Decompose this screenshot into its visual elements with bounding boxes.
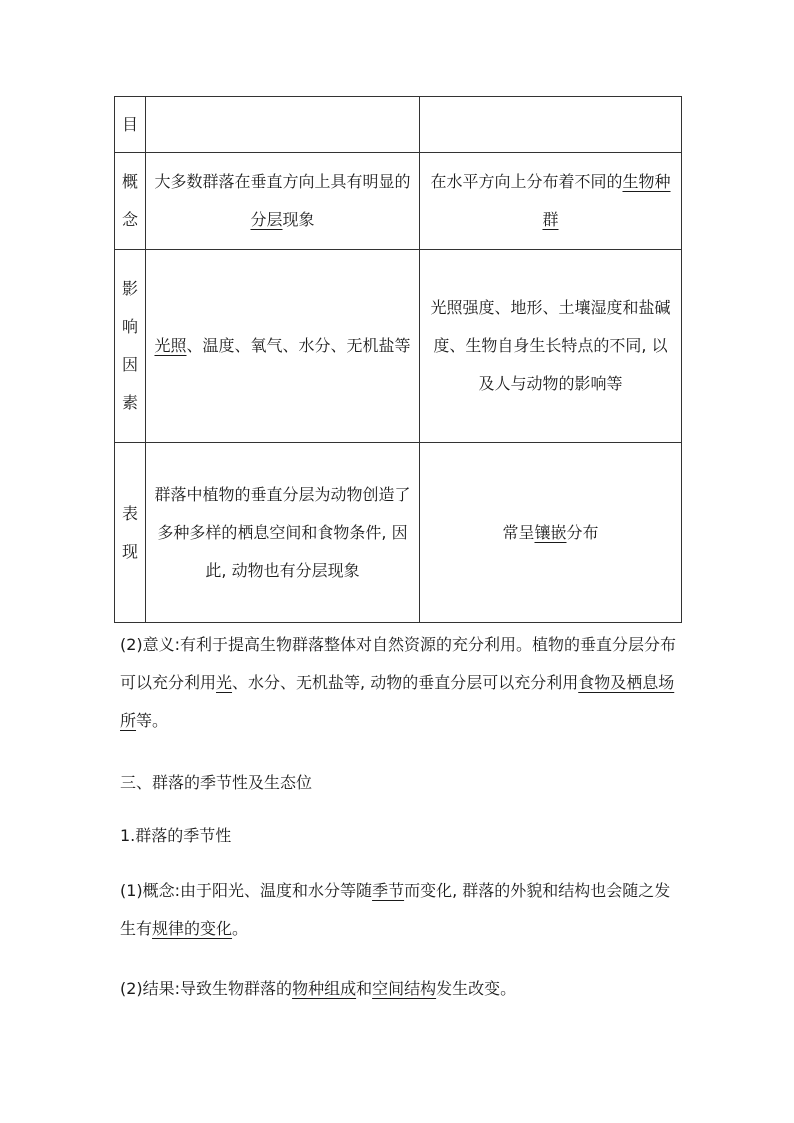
row-label-char: 现: [121, 541, 138, 561]
text-segment: 现象: [282, 210, 315, 229]
row-label: [115, 250, 146, 443]
underlined-answer: 分层: [250, 210, 283, 229]
text-segment: (2)意义:有利于提高生物群落整体对自然资源的充分利用。植物的垂直分层分布可以充分利用: [120, 635, 677, 692]
text-segment: (1)概念:由于阳光、温度和水分等随: [120, 881, 373, 900]
vertical-cell: [146, 443, 420, 623]
underlined-answer: 规律的变化: [152, 919, 233, 938]
subsection-heading: [120, 817, 682, 855]
row-label: [115, 97, 146, 153]
horizontal-cell: [420, 443, 682, 623]
horizontal-cell: [420, 97, 682, 153]
text-segment: 在水平方向上分布着不同的: [430, 172, 623, 191]
text-segment: 三、群落的季节性及生态位: [120, 773, 313, 792]
row-label-char: 因: [121, 355, 138, 374]
text-segment: 群落中植物的垂直分层为动物创造了多种多样的栖息空间和食物条件, 因此, 动物也有分层现象: [154, 484, 411, 580]
horizontal-cell: [420, 153, 682, 250]
row-label: [115, 443, 146, 623]
table-row: [115, 97, 682, 153]
row-label-char: 表: [121, 503, 138, 523]
table-row: [115, 153, 682, 250]
underlined-answer: 食物及栖息场所: [120, 673, 675, 730]
row-label-char: 目: [121, 114, 138, 134]
concept-paragraph: [120, 872, 682, 948]
vertical-cell: [146, 97, 420, 153]
text-segment: 、水分、无机盐等, 动物的垂直分层可以充分利用: [232, 673, 579, 692]
horizontal-cell: [420, 250, 682, 443]
text-segment: 1.群落的季节性: [120, 826, 232, 845]
row-label-char: 概: [121, 172, 138, 191]
comparison-table: [114, 96, 682, 623]
row-label: [115, 153, 146, 250]
text-segment: 发生改变。: [436, 979, 517, 998]
text-segment: 。: [232, 919, 249, 938]
table-row: [115, 250, 682, 443]
text-segment: 等。: [136, 711, 169, 730]
row-label-char: 素: [121, 393, 138, 412]
text-segment: 光照强度、地形、土壤湿度和盐碱度、生物自身生长特点的不同, 以及人与动物的影响等: [430, 298, 671, 393]
vertical-cell: [146, 153, 420, 250]
result-paragraph: [120, 970, 682, 1008]
table-row: [115, 443, 682, 623]
underlined-answer: 空间结构: [372, 979, 437, 998]
underlined-answer: 镶嵌: [534, 522, 567, 542]
vertical-cell: [146, 250, 420, 443]
row-label-char: 影: [121, 279, 138, 298]
underlined-answer: 季节: [372, 881, 405, 900]
row-label-char: 念: [121, 210, 138, 229]
section-heading: [120, 764, 682, 802]
significance-paragraph: [120, 626, 682, 740]
underlined-answer: 光照: [154, 336, 187, 355]
underlined-answer: 光: [216, 673, 233, 692]
row-label-char: 响: [121, 317, 138, 336]
text-segment: 、温度、氧气、水分、无机盐等: [186, 336, 411, 355]
text-segment: 分布: [566, 522, 599, 542]
text-segment: 和: [356, 979, 373, 998]
underlined-answer: 物种组成: [292, 979, 357, 998]
underlined-answer: 生物种群: [542, 172, 671, 229]
text-segment: 大多数群落在垂直方向上具有明显的: [154, 172, 411, 191]
text-segment: (2)结果:导致生物群落的: [120, 979, 293, 998]
text-segment: 常呈: [502, 522, 535, 542]
text-segment: 而变化, 群落的外貌和结构也会随之发生有: [120, 881, 671, 938]
